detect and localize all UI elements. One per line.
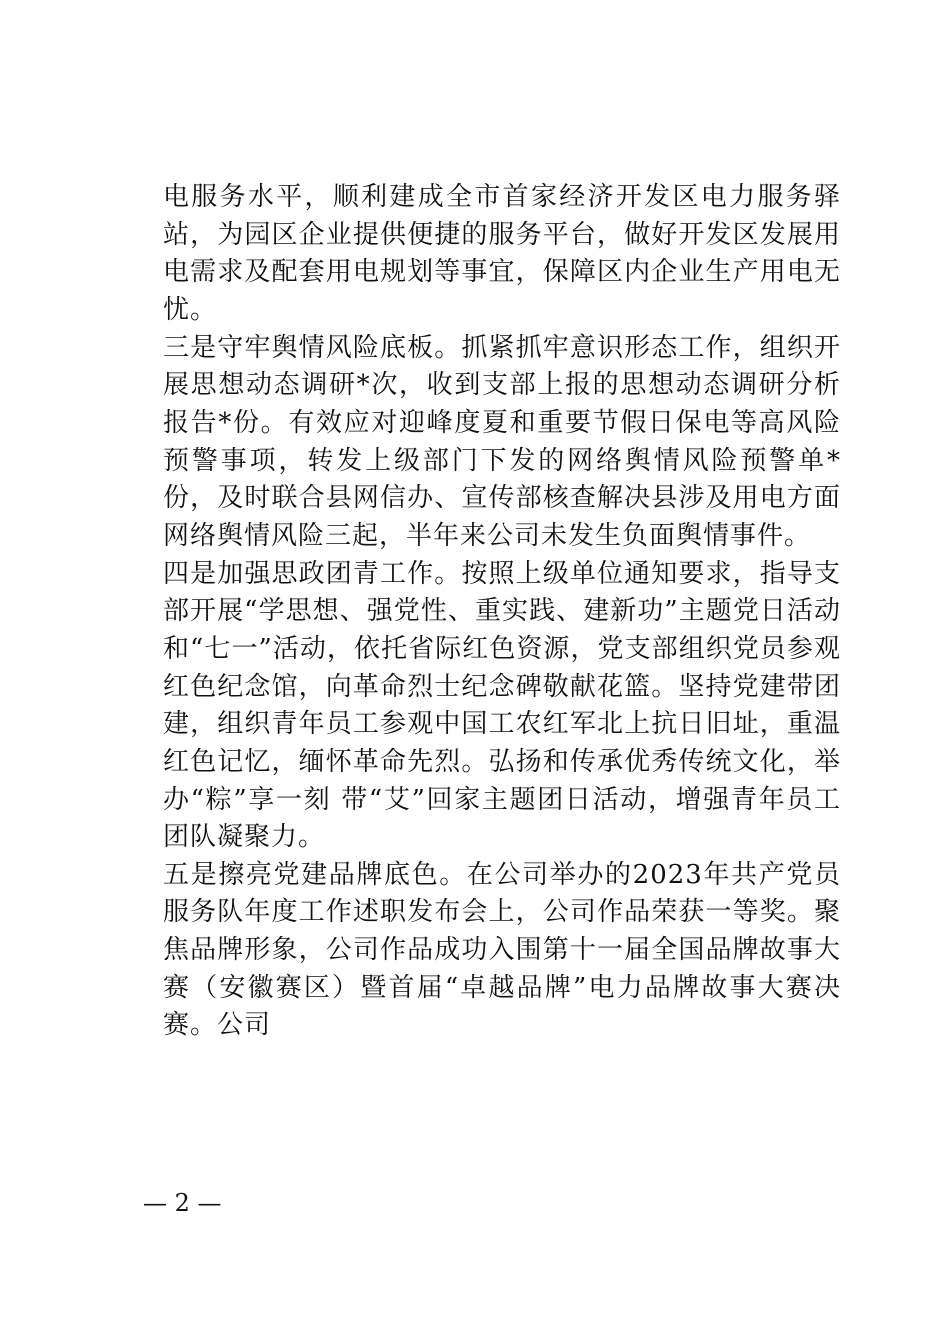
paragraph-continuation: 电服务水平，顺利建成全市首家经济开发区电力服务驿站，为园区企业提供便捷的服务平台，做好开发区发展用电需求及配套用电规划等事宜，保障区内企业生产用电无忧。 xyxy=(163,182,841,325)
paragraph-public-opinion-risk: 三是守牢舆情风险底板。抓紧抓牢意识形态工作，组织开展思想动态调研*次，收到支部上报的思想动态调研分析报告*份。有效应对迎峰度夏和重要节假日保电等高风险预警事项，转发上级部门下发的网络舆情风险预警单*份，及时联合县网信办、宣传部核查解决县涉及用电方面网络舆情风险三起，半年来公司未发生负面舆情事件。 xyxy=(163,332,841,551)
paragraph-party-brand: 五是擦亮党建品牌底色。在公司举办的2023年共产党员服务队年度工作述职发布会上，公司作品荣获一等奖。聚焦品牌形象，公司作品成功入围第十一届全国品牌故事大赛（安徽赛区）暨首届“卓越品牌”电力品牌故事大赛决赛。公司 xyxy=(163,859,841,1041)
paragraph-ideological-youth-work: 四是加强思政团青工作。按照上级单位通知要求，指导支部开展“学思想、强党性、重实践、建新功”主题党日活动和“七一”活动，依托省际红色资源，党支部组织党员参观红色纪念馆，向革命烈士纪念碑敬献花篮。坚持党建带团建，组织青年员工参观中国工农红军北上抗日旧址，重温红色记忆，缅怀革命先烈。弘扬和传承优秀传统文化，举办“粽”享一刻 带“艾”回家主题团日活动，增强青年员工团队凝聚力。 xyxy=(163,558,841,853)
page-number: — 2 — xyxy=(143,1189,222,1217)
body-text xyxy=(163,179,841,1045)
